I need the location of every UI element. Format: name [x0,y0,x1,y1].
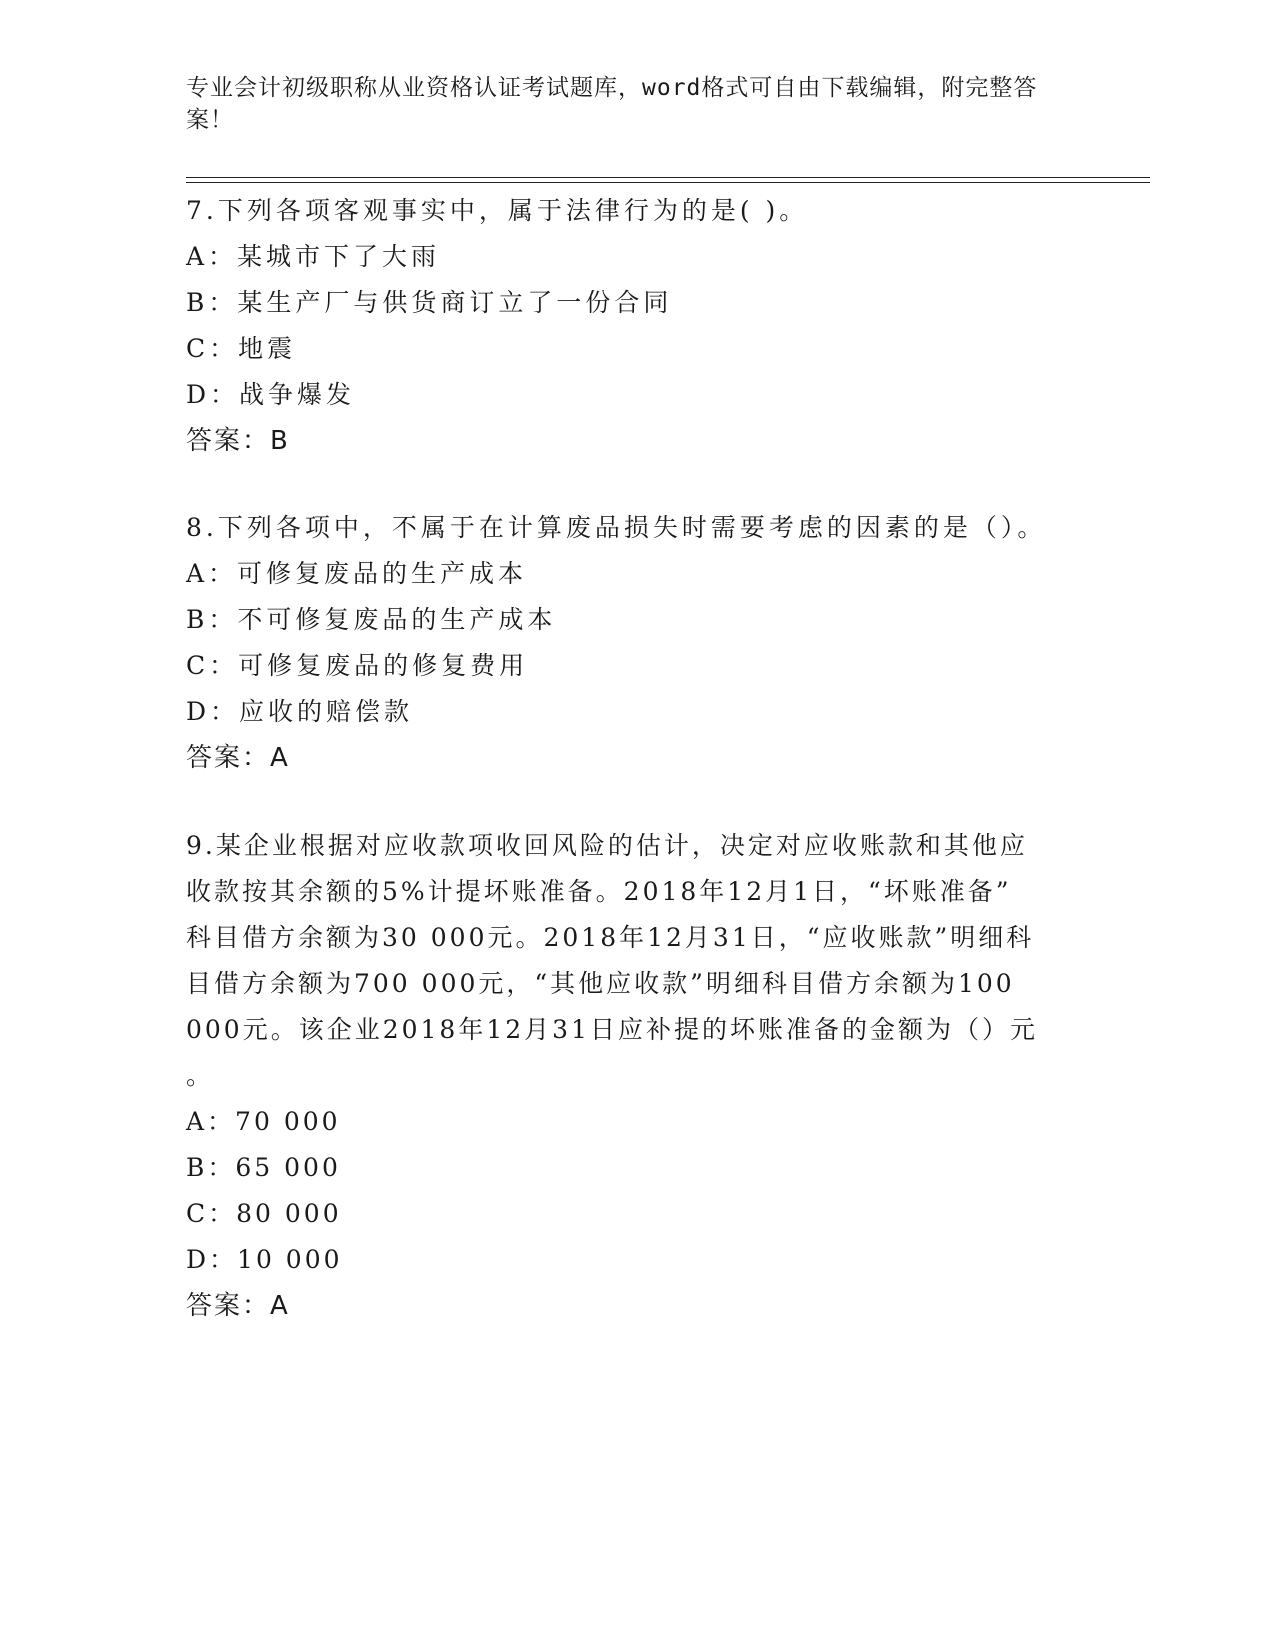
document-header [186,72,1066,136]
option-c: C：地震 [186,334,297,363]
option-b: B：65 000 [186,1153,341,1182]
option-d: D：应收的赔偿款 [186,697,414,726]
header-divider [186,177,1150,178]
option-b: B：不可修复废品的生产成本 [186,605,557,634]
option-d: D：10 000 [186,1245,343,1274]
option-b: B：某生产厂与供货商订立了一份合同 [186,288,673,317]
question-stem-line: 。 [186,1061,215,1090]
option-c: C：可修复废品的修复费用 [186,651,529,680]
question-stem-line: 收款按其余额的5%计提坏账准备。2018年12月1日，“坏账准备” [186,877,1012,906]
question-stem-line: 9.某企业根据对应收款项收回风险的估计，决定对应收账款和其他应 [186,831,1028,860]
option-a: A：可修复废品的生产成本 [186,559,528,588]
option-d: D：战争爆发 [186,380,356,409]
option-a: A：70 000 [186,1107,341,1136]
option-c: C：80 000 [186,1199,342,1228]
question-stem-line: 000元。该企业2018年12月31日应补提的坏账准备的金额为（）元 [186,1015,1038,1044]
question-9 [186,823,1086,1329]
question-stem: 7.下列各项客观事实中，属于法律行为的是( )。 [186,196,809,225]
header-line: 专业会计初级职称从业资格认证考试题库，word格式可自由下载编辑，附完整答 [186,75,1038,101]
header-divider [186,182,1150,183]
header-line: 案！ [186,107,234,133]
answer: 答案：A [186,1291,290,1321]
question-7 [186,188,1086,464]
question-8 [186,505,1086,781]
question-stem-line: 科目借方余额为30 000元。2018年12月31日，“应收账款”明细科 [186,923,1035,952]
option-a: A：某城市下了大雨 [186,242,441,271]
answer: 答案：A [186,743,290,773]
answer: 答案：B [186,426,290,456]
question-stem-line: 目借方余额为700 000元，“其他应收款”明细科目借方余额为100 [186,969,1015,998]
question-stem: 8.下列各项中，不属于在计算废品损失时需要考虑的因素的是（）。 [186,513,1047,542]
